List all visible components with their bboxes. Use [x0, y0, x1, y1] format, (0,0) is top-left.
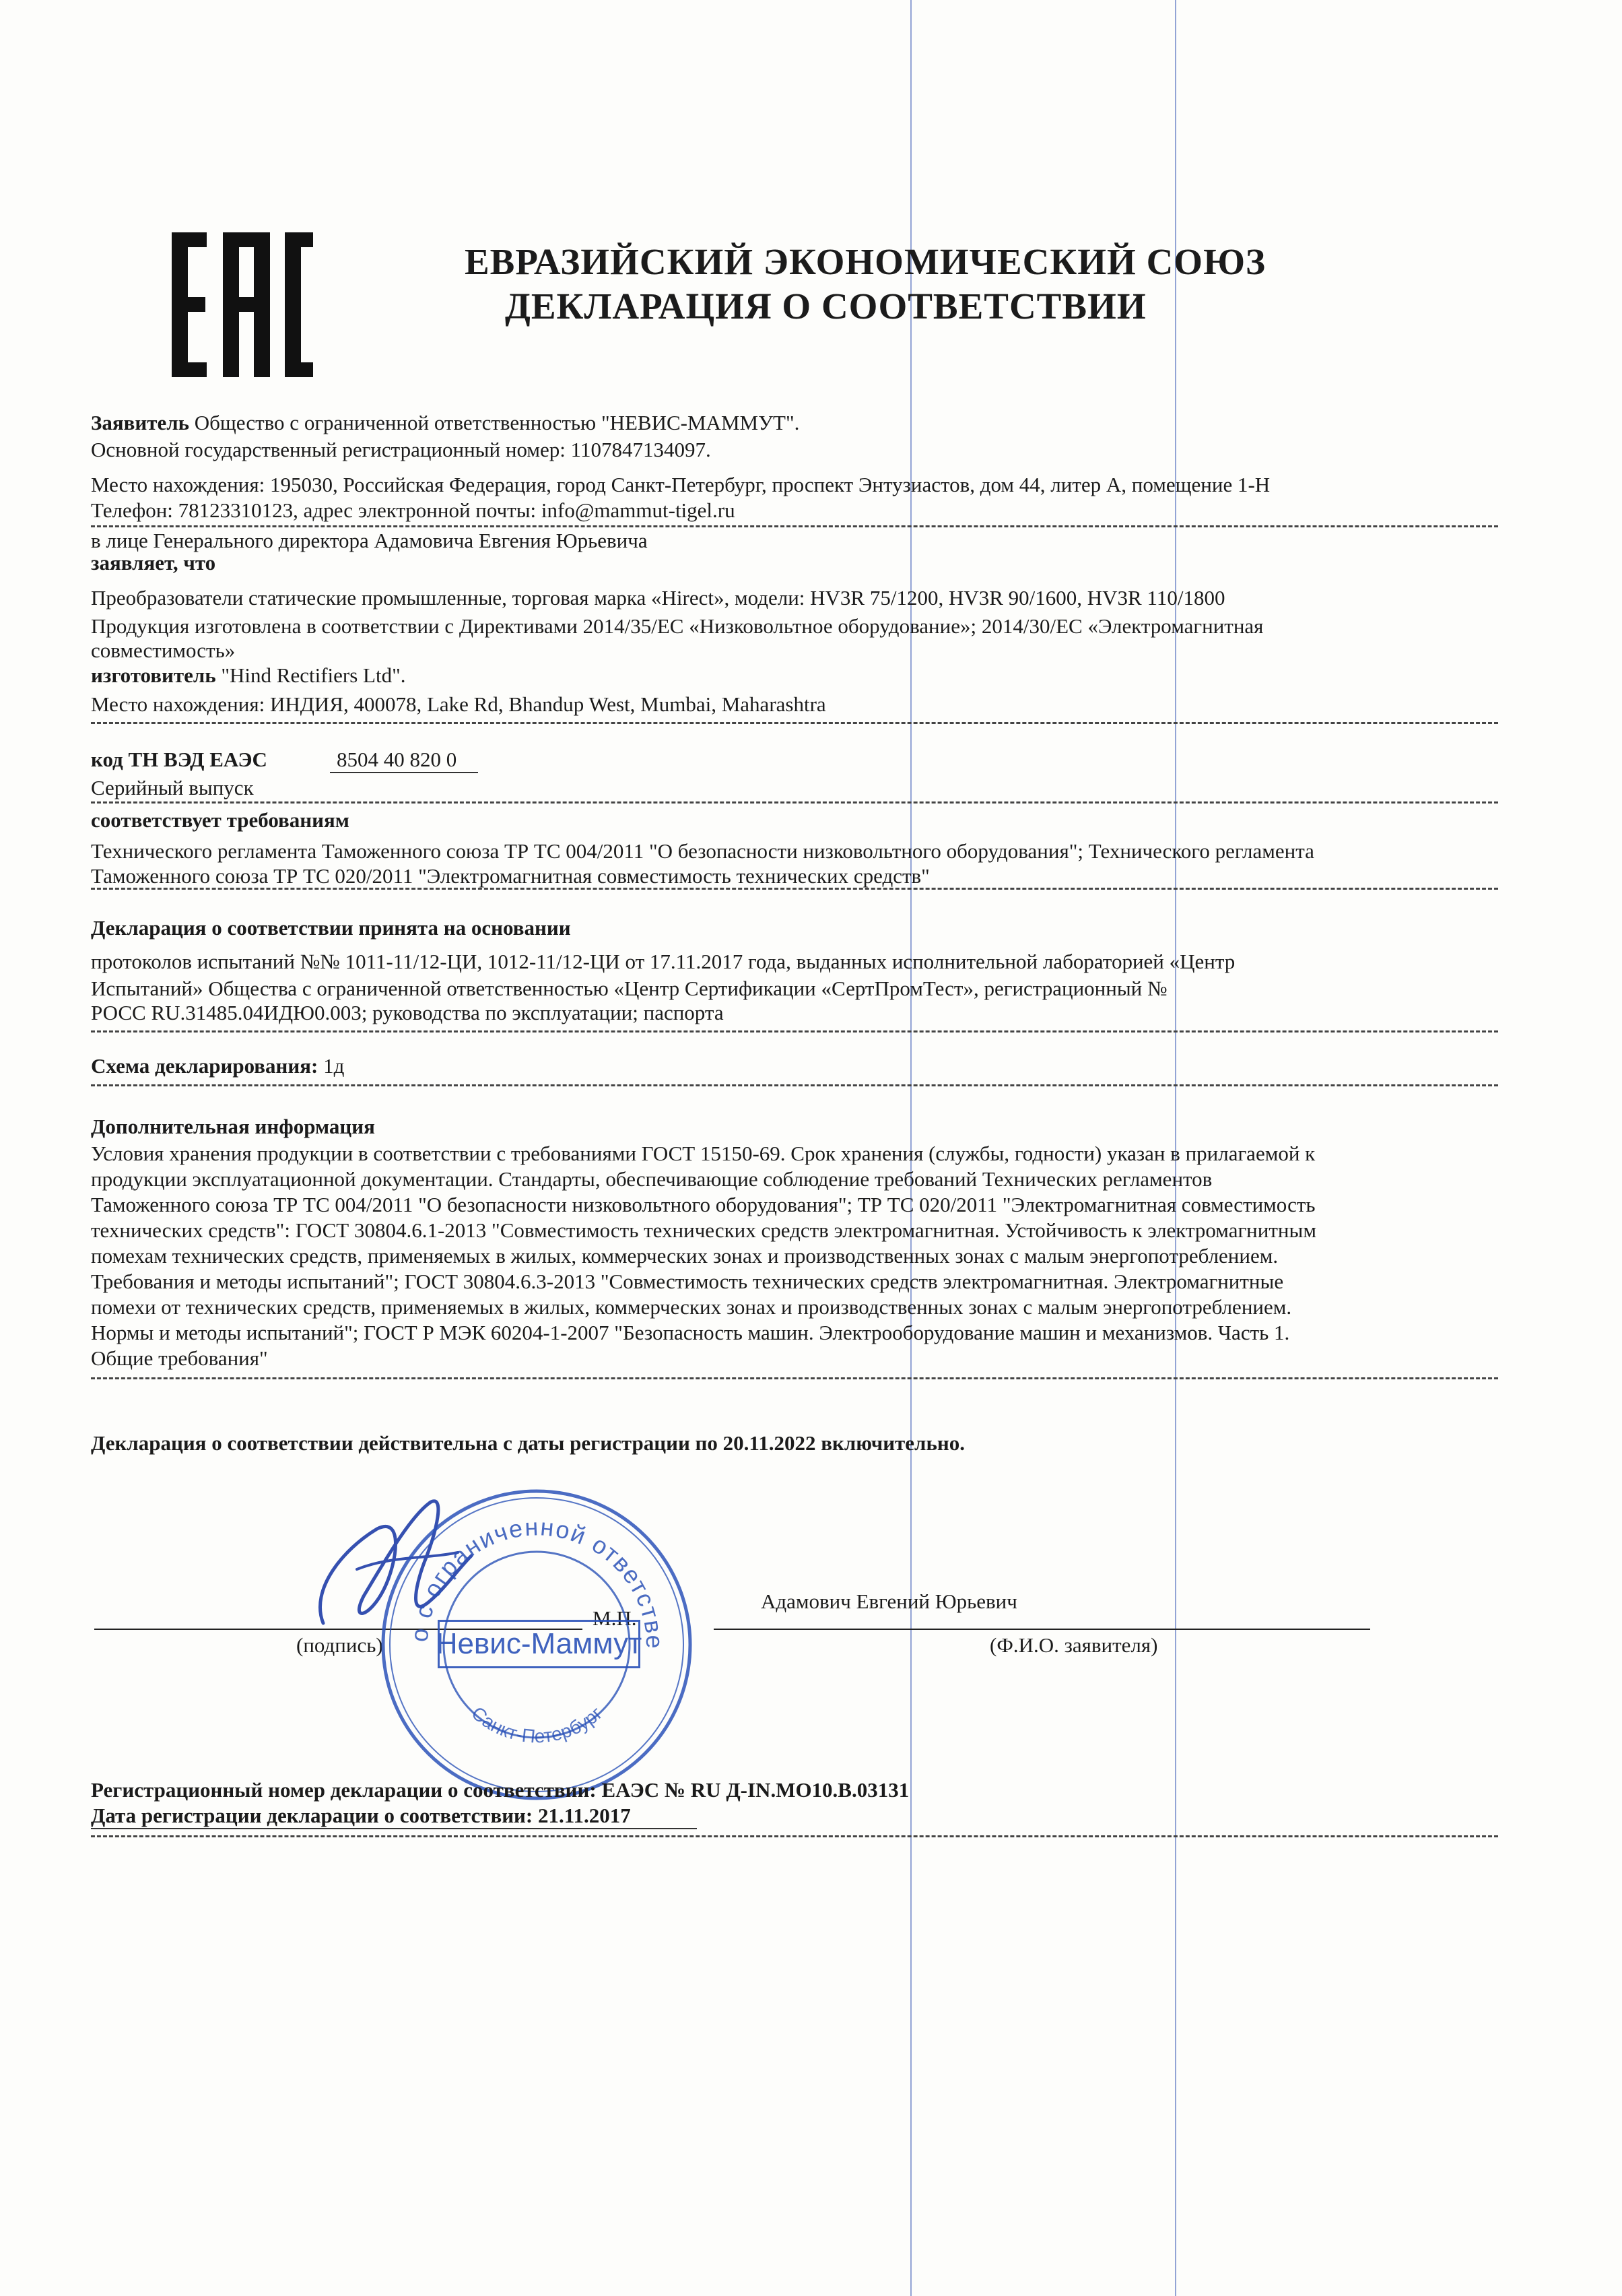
divider [91, 1377, 1498, 1379]
additional-line: продукции эксплуатационной документации. Стандарты, обеспечивающие соблюдение требований Технических регламентов [91, 1167, 1213, 1191]
stamp-outer-text: о с ограниченной ответстве [405, 1513, 669, 1650]
product-directives-cont: совместимость» [91, 638, 236, 662]
stamp-center-text: Невис-Маммут [436, 1627, 642, 1660]
manufacturer-name: "Hind Rectifiers Ltd". [215, 663, 406, 687]
additional-line: Общие требования" [91, 1346, 268, 1370]
additional-line: технических средств": ГОСТ 30804.6.1-2013 "Совместимость технических средств электромагнитная. Устойчивость к электромагнитным [91, 1218, 1316, 1242]
applicant-address: Место нахождения: 195030, Российская Федерация, город Санкт-Петербург, проспект Энтузиастов, дом 44, литер А, помещение 1-Н [91, 473, 1271, 496]
declares-label: заявляет, что [91, 551, 216, 575]
registration-date: Дата регистрации декларации о соответствии: 21.11.2017 [91, 1804, 631, 1827]
product-directives: Продукция изготовлена в соответствии с Директивами 2014/35/ЕС «Низковольтное оборудование»; 2014/30/ЕС «Электромагнитная [91, 614, 1264, 638]
registration-number: Регистрационный номер декларации о соответствии: ЕАЭС № RU Д-IN.МО10.В.03131 [91, 1778, 910, 1802]
applicant-person: в лице Генерального директора Адамовича Евгения Юрьевича [91, 529, 648, 552]
basis-line-1: протоколов испытаний №№ 1011-11/12-ЦИ, 1012-11/12-ЦИ от 17.11.2017 года, выданных исполнительной лабораторией «Центр [91, 950, 1236, 973]
name-line [714, 1629, 1370, 1630]
divider [91, 888, 1498, 890]
requirements-line-1: Технического регламента Таможенного союза ТР ТС 004/2011 "О безопасности низковольтного оборудования"; Технического регламента [91, 839, 1314, 863]
signer-name: Адамович Евгений Юрьевич [761, 1589, 1017, 1613]
manufacturer-line [91, 663, 406, 688]
stamp-city: Санкт-Петербург [467, 1702, 607, 1747]
divider [91, 1835, 1498, 1837]
applicant-line [91, 411, 799, 435]
requirements-line-2: Таможенного союза ТР ТС 020/2011 "Электромагнитная совместимость технических средств" [91, 864, 930, 888]
code-value: 8504 40 820 0 [337, 748, 457, 771]
additional-line: Требования и методы испытаний"; ГОСТ 30804.6.3-2013 "Совместимость технических средств электромагнитная. Электромагнитные [91, 1270, 1284, 1293]
divider [91, 525, 1498, 527]
applicant-label: Заявитель [91, 411, 190, 434]
additional-line: помехам технических средств, применяемых в жилых, коммерческих зонах и производственных зонах с малым энергопотреблением. [91, 1244, 1279, 1268]
eac-logo [172, 232, 313, 377]
divider [91, 1084, 1498, 1086]
applicant-reg-number: Основной государственный регистрационный номер: 1107847134097. [91, 438, 711, 461]
additional-line: помехи от технических средств, применяемых в жилых, коммерческих зонах и производственных зонах с малым энергопотреблением. [91, 1295, 1292, 1319]
release-type: Серийный выпуск [91, 776, 254, 799]
basis-line-2: Испытаний» Общества с ограниченной ответственностью «Центр Сертификации «СертПромТест», регистрационный № [91, 977, 1168, 1000]
stamp-center-box [438, 1620, 640, 1668]
applicant-contacts: Телефон: 78123310123, адрес электронной почты: info@mammut-tigel.ru [91, 498, 735, 522]
code-value-underline [330, 772, 478, 773]
additional-line: Условия хранения продукции в соответствии с требованиями ГОСТ 15150-69. Срок хранения (службы, годности) указан в прилагаемой к [91, 1142, 1316, 1165]
code-label: код ТН ВЭД ЕАЭС [91, 748, 267, 771]
additional-line: Нормы и методы испытаний"; ГОСТ Р МЭК 60204-1-2007 "Безопасность машин. Электрооборудование машин и механизмов. Часть 1. [91, 1321, 1290, 1344]
manufacturer-label: изготовитель [91, 663, 216, 687]
header-union: ЕВРАЗИЙСКИЙ ЭКОНОМИЧЕСКИЙ СОЮЗ [465, 241, 1266, 282]
product-description: Преобразователи статические промышленные, торговая марка «Hirect», модели: HV3R 75/1200, HV3R 90/1600, HV3R 110/1800 [91, 586, 1225, 610]
divider [91, 1030, 1498, 1032]
manufacturer-address: Место нахождения: ИНДИЯ, 400078, Lake Rd, Bhandup West, Mumbai, Maharashtra [91, 692, 826, 716]
svg-text:Санкт-Петербург [467, 1703, 606, 1747]
divider [91, 801, 1498, 803]
registration-date-underline [91, 1828, 697, 1829]
applicant-name: Общество с ограниченной ответственностью "НЕВИС-МАММУТ". [189, 411, 800, 434]
divider [91, 722, 1498, 724]
additional-label: Дополнительная информация [91, 1115, 375, 1138]
name-caption: (Ф.И.О. заявителя) [990, 1633, 1158, 1657]
header-declaration: ДЕКЛАРАЦИЯ О СООТВЕТСТВИИ [505, 286, 1147, 327]
basis-line-3: РОСС RU.31485.04ИДЮ0.003; руководства по эксплуатации; паспорта [91, 1001, 724, 1024]
scheme-label: Схема декларирования: [91, 1054, 318, 1078]
requirements-label: соответствует требованиям [91, 808, 349, 832]
validity-statement: Декларация о соответствии действительна с даты регистрации по 20.11.2022 включительно. [91, 1431, 965, 1455]
signature-caption: (подпись) [296, 1633, 383, 1657]
basis-label: Декларация о соответствии принята на основании [91, 916, 571, 940]
company-stamp [377, 1485, 697, 1805]
scheme-line [91, 1054, 344, 1078]
scheme-value: 1д [318, 1054, 345, 1078]
additional-line: Таможенного союза ТР ТС 004/2011 "О безопасности низковольтного оборудования"; ТР ТС 020/2011 "Электромагнитная совместимость [91, 1193, 1316, 1216]
stamp-place-label: М.П. [593, 1606, 637, 1630]
